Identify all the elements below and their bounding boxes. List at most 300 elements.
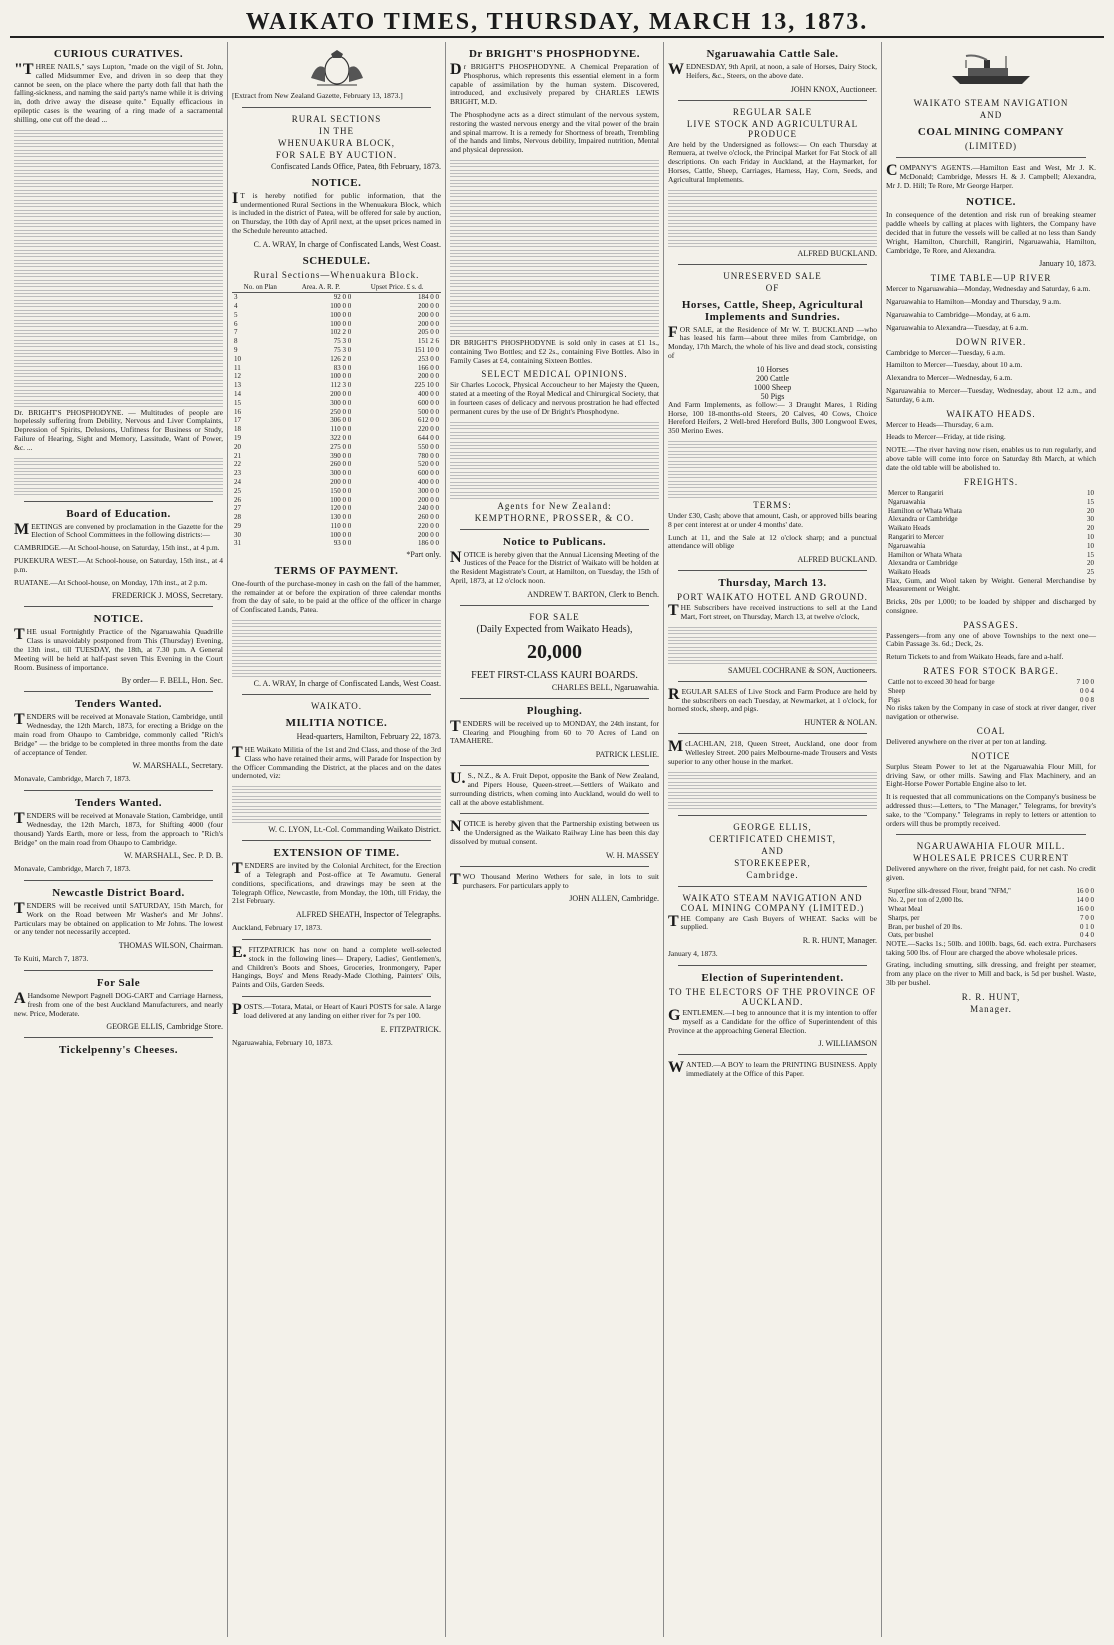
table-cell: 200 0 0 — [418, 319, 439, 328]
table-cell: 200 0 0 — [418, 310, 439, 319]
dateline: Head-quarters, Hamilton, February 22, 1873. — [296, 732, 441, 742]
table-cell: 14 — [234, 389, 241, 398]
divider — [242, 840, 431, 841]
tenders-text: TENDERS will be received at Monavale Station, Cambridge, until Wednesday, the 12th March, 1873, for erecting a Bridge on the main road from Ohaupo to Cambridge, commonly called "Rich's Bridge" — the bridge to be completed in three months from the date of acceptance of Tender. — [14, 711, 223, 757]
table-cell: 300 0 0 — [418, 486, 439, 495]
sale-heading-sub: FOR SALE BY AUCTION. — [275, 149, 398, 160]
schedule-heading: SCHEDULE. — [302, 254, 371, 267]
table-cell: 112 3 0 — [330, 381, 352, 390]
freights-table — [886, 489, 1096, 577]
mill-heading: NGARUAWAHIA FLOUR MILL. — [916, 841, 1066, 852]
text-continuation — [450, 491, 659, 499]
table-cell: Ngaruawahia — [888, 497, 926, 506]
schedule-row — [232, 337, 441, 346]
column-5 — [882, 42, 1100, 1637]
text-continuation — [14, 359, 223, 367]
text-continuation — [14, 299, 223, 307]
cattle-heading: Ngaruawahia Cattle Sale. — [706, 48, 839, 60]
table-cell: 10 — [1087, 488, 1094, 497]
tenders-heading: Tenders Wanted. — [75, 797, 162, 810]
divider — [460, 605, 649, 606]
divider — [460, 866, 649, 867]
steam-heading: WAIKATO STEAM NAVIGATION AND COAL MINING COMPANY (LIMITED.) — [680, 892, 865, 913]
text-continuation — [450, 229, 659, 237]
schedule-row — [232, 319, 441, 328]
text-continuation — [232, 659, 441, 667]
return-text: Return Tickets to and from Waikato Heads, fare and a-half. — [886, 652, 1064, 662]
unreserved-of: OF — [765, 282, 780, 293]
table-cell: 18 — [234, 425, 241, 434]
table-cell: 8 — [234, 337, 238, 346]
dateline: January 4, 1873. — [668, 949, 718, 959]
column-2 — [228, 42, 446, 1637]
sales-text: REGULAR SALES of Live Stock and Farm Produce are held by the subscribers on each Tuesday, at Newmarket, at 1 o'clock, for horned stock, sheep, and pigs. — [668, 685, 877, 714]
table-cell: 16 — [234, 407, 241, 416]
divider — [678, 1054, 867, 1055]
table-cell: 9 — [234, 345, 238, 354]
schedule-row — [232, 478, 441, 487]
column-4 — [664, 42, 882, 1637]
sale-heading-sub: WHENUAKURA BLOCK, — [278, 137, 395, 148]
text-continuation — [450, 309, 659, 317]
schedule-row — [232, 425, 441, 434]
regular-subheading: LIVE STOCK AND AGRICULTURAL PRODUCE — [686, 118, 859, 139]
sale-heading: RURAL SECTIONS — [291, 113, 382, 124]
text-continuation — [668, 219, 877, 227]
text-continuation — [14, 229, 223, 237]
dateline: January 10, 1873. — [1039, 259, 1096, 269]
divider — [460, 529, 649, 530]
table-cell: 7 0 0 — [1080, 913, 1094, 922]
table-cell: 14 0 0 — [1076, 896, 1094, 905]
table-cell: Sharps, per — [888, 913, 920, 922]
text-continuation — [668, 480, 877, 488]
table-cell: Oats, per bushel — [888, 931, 934, 940]
table-cell: Pigs — [888, 696, 901, 705]
table-cell: No. 2, per ton of 2,000 lbs. — [888, 896, 964, 905]
bricks-text: Bricks, 20s per 1,000; to be loaded by shipper and discharged by consignee. — [886, 597, 1096, 615]
schedule-row — [232, 530, 441, 539]
horses-heading: Horses, Cattle, Sheep, Agricultural Implements and Sundries. — [681, 298, 864, 323]
livestock-item: 200 Cattle — [755, 373, 790, 383]
divider — [24, 501, 213, 502]
schedule-row — [232, 346, 441, 355]
signature: ALFRED BUCKLAND. — [797, 248, 877, 258]
divider — [678, 815, 867, 816]
table-cell: Wheat Meal — [888, 905, 923, 914]
table-cell: 110 0 0 — [330, 425, 352, 434]
table-cell: 20 — [1087, 559, 1094, 568]
price-row — [886, 913, 1096, 922]
schedule-table — [232, 282, 441, 548]
schedule-subheading: Rural Sections—Whenuakura Block. — [253, 269, 420, 280]
table-cell: 166 0 0 — [418, 363, 439, 372]
table-cell: 22 — [234, 460, 241, 469]
timetable-item: Ngaruawahia to Alexandra—Tuesday, at 6 a.m. — [886, 322, 1029, 332]
regular-heading: REGULAR SALE — [732, 106, 813, 117]
signature: R. R. HUNT, — [961, 991, 1021, 1002]
table-cell: Waikato Heads — [888, 568, 931, 577]
schedule-row — [232, 434, 441, 443]
mclachlan-text: McLACHLAN, 218, Queen Street, Auckland, one door from Wellesley Street. 200 pairs Melbourne-made Trousers and Vests superior to any other house in the market. — [668, 738, 877, 766]
text-continuation — [14, 199, 223, 207]
text-continuation — [232, 629, 441, 637]
table-cell: 300 0 0 — [330, 469, 352, 478]
price-row — [886, 887, 1096, 896]
table-cell: 21 — [234, 451, 241, 460]
table-cell: 200 0 0 — [330, 389, 352, 398]
table-cell: 17 — [234, 416, 241, 425]
table-cell: 83 0 0 — [333, 363, 352, 372]
horses-text: FOR SALE, at the Residence of Mr W. T. BUCKLAND —who has leased his farm—about three miles from Cambridge, on Monday, 17th March, the whole of his live and dead stock, consisting of — [668, 323, 877, 360]
bags-note: NOTE.—Sacks 1s.; 50lb. and 100lb. bags, 6d. each extra. Purchasers taking 500 lbs. of Flour are charged the above wholesale prices. — [886, 938, 1096, 957]
dateline: Auckland, February 17, 1873. — [232, 923, 322, 933]
text-continuation — [668, 490, 877, 498]
extension-text: TENDERS are invited by the Colonial Architect, for the Erection of a Telegraph and Post-office at Te Awamutu. General conditions, specifications, and drawings may be seen at the Telegraph Office, Newcastle, from Monday, the 10th, till Friday, the 21st February. — [232, 860, 441, 906]
footnote: *Part only. — [406, 549, 441, 559]
table-cell: 600 0 0 — [418, 469, 439, 478]
table-cell: 11 — [234, 363, 241, 372]
table-cell: 0 4 0 — [1080, 931, 1094, 940]
column-1 — [10, 42, 228, 1637]
divider — [24, 691, 213, 692]
table-cell: 28 — [234, 513, 241, 522]
table-cell: Superfine silk-dressed Flour, brand "NFM," — [888, 887, 1011, 896]
schedule-row — [232, 292, 441, 301]
schedule-row — [232, 310, 441, 319]
text-continuation — [450, 239, 659, 247]
table-cell: 10 — [1087, 541, 1094, 550]
table-cell: Hamilton or Whata Whata — [888, 550, 962, 559]
schedule-row — [232, 442, 441, 451]
freight-row — [886, 559, 1096, 568]
flax-text: Flax, Gum, and Wool taken by Weight. General Merchandise by Measurement or Weight. — [886, 575, 1096, 594]
divider — [678, 264, 867, 265]
board-item: CAMBRIDGE.—At School-house, on Saturday, 15th inst., at 4 p.m. — [14, 543, 220, 553]
text-continuation — [450, 329, 659, 337]
divider — [24, 606, 213, 607]
table-cell: 780 0 0 — [418, 451, 439, 460]
table-cell: 15 — [234, 398, 241, 407]
down-river-heading: DOWN RIVER. — [955, 336, 1027, 347]
agents-label: Agents for New Zealand: — [497, 500, 612, 511]
table-cell: 7 10 0 — [1076, 678, 1094, 687]
signature: SAMUEL COCHRANE & SON, Auctioneers. — [727, 665, 877, 675]
ellis-line: CERTIFICATED CHEMIST, — [709, 833, 836, 844]
advert-text: Dr. BRIGHT'S PHOSPHODYNE. — Multitudes of people are hopelessly suffering from Debility, Nervous and Liver Complaints, Depression of Spirits, Delusions, Unfitness for Business or Study, Failure of Hearing, Sight and Memory, Lassitude, Want of Power, &c. ... — [14, 407, 223, 452]
article-heading: CURIOUS CURATIVES. — [53, 48, 184, 60]
office-dateline: Confiscated Lands Office, Patea, 8th February, 1873. — [271, 161, 441, 171]
text-continuation — [450, 289, 659, 297]
table-cell: 150 0 0 — [330, 486, 352, 495]
text-continuation — [450, 219, 659, 227]
text-continuation — [668, 229, 877, 237]
posts-text: POSTS.—Totara, Matai, or Heart of Kauri POSTS for sale. A large load delivered at any landing on either river for 7s per 100. — [232, 1001, 441, 1020]
schedule-row — [232, 486, 441, 495]
table-cell: 151 10 0 — [414, 345, 439, 354]
text-continuation — [14, 239, 223, 247]
text-continuation — [668, 626, 877, 634]
forsale-quantity: 20,000 — [527, 640, 582, 663]
text-continuation — [450, 259, 659, 267]
table-cell: 120 0 0 — [330, 504, 352, 513]
schedule-row — [232, 302, 441, 311]
timetable-item: Ngaruawahia to Mercer—Tuesday, Wednesday, about 12 a.m., and Saturday, 6 a.m. — [886, 385, 1096, 404]
agents-text: COMPANY'S AGENTS.—Hamilton East and West, Mr J. K. McDonald; Cambridge, Messrs H. & J. Campbell; Alexandra, Mr J. D. Hill; Te Rore, Mr George Harper. — [886, 162, 1096, 190]
militia-heading: MILITIA NOTICE. — [285, 717, 388, 730]
signature-title: Manager. — [970, 1003, 1012, 1014]
table-cell: 15 — [1087, 550, 1094, 559]
table-cell: 400 0 0 — [418, 389, 439, 398]
table-cell: Bran, per bushel of 20 lbs. — [888, 922, 963, 931]
table-cell: 100 0 0 — [330, 301, 352, 310]
schedule-row — [232, 495, 441, 504]
freight-row — [886, 506, 1096, 515]
table-cell: 600 0 0 — [418, 398, 439, 407]
unreserved-label: UNRESERVED SALE — [723, 270, 822, 281]
timetable-item: Ngaruawahia to Hamilton—Monday and Thursday, 9 a.m. — [886, 297, 1061, 307]
schedule-row — [232, 390, 441, 399]
table-cell: 205 0 0 — [418, 328, 439, 337]
signature: W. C. LYON, Lt.-Col. Commanding Waikato District. — [268, 825, 441, 835]
table-cell: 390 0 0 — [330, 451, 352, 460]
text-continuation — [450, 431, 659, 439]
table-cell: 300 0 0 — [330, 398, 352, 407]
text-continuation — [232, 639, 441, 647]
grating-text: Grating, including smutting, silk dressing, and freight per steamer, from any place on the river to Mill and back, is 5d per bushel. Waste, 3lb per bushel. — [886, 960, 1096, 987]
publicans-text: NOTICE is hereby given that the Annual Licensing Meeting of the Justices of the Peace for the District of Waikato will be holden at the Resident Magistrate's Court, at Hamilton, on Tuesday, the 15th of April, 1873, at 12 o'clock noon. — [450, 548, 659, 585]
timetable-item: Mercer to Ngaruawahia—Monday, Wednesday and Saturday, 6 a.m. — [886, 284, 1091, 294]
text-continuation — [14, 269, 223, 277]
signature: CHARLES BELL, Ngaruawahia. — [551, 682, 659, 692]
freight-row — [886, 550, 1096, 559]
divider — [460, 698, 649, 699]
freight-row — [886, 515, 1096, 524]
text-continuation — [668, 470, 877, 478]
table-cell: 644 0 0 — [418, 433, 439, 442]
table-cell: 6 — [234, 319, 238, 328]
advert-text: The Phosphodyne acts as a direct stimulant of the nervous system, restoring the wasted nervous energy and the vital power of the brain and spinal marrow. It is a remedy for Shortness of breath, Trembling of the hands and limbs, Nervous debility, Impaired nutrition, Mental and physical depression. — [450, 109, 659, 155]
timetable-item: Mercer to Heads—Thursday, 6 a.m. — [886, 419, 994, 429]
signature: R. R. HUNT, Manager. — [802, 936, 877, 946]
heads-note: NOTE.—The river having now risen, enables us to run regularly, and above table will come into force on Saturday 8th March, at which date the old table will be abolished to. — [886, 445, 1096, 472]
text-continuation — [450, 279, 659, 287]
opinions-heading: SELECT MEDICAL OPINIONS. — [481, 369, 628, 380]
ellis-store: STOREKEEPER, — [734, 857, 811, 868]
board-heading: Board of Education. — [66, 507, 171, 520]
text-continuation — [14, 339, 223, 347]
text-continuation — [232, 785, 441, 793]
notice-text: IT is hereby notified for public information, that the undermentioned Rural Sections in the Whenuakura Block, which is included in the district of Patea, will be offered for sale by auction, on Thursday, the 10th day of April next, at the upset prices named in the Schedule hereunto attached. — [232, 189, 441, 235]
table-cell: 100 0 0 — [330, 319, 352, 328]
table-cell: 0 1 0 — [1080, 922, 1094, 931]
dateline: Te Kuiti, March 7, 1873. — [14, 954, 89, 964]
text-continuation — [232, 619, 441, 627]
notice-heading: NOTICE. — [966, 196, 1016, 209]
text-continuation — [668, 771, 877, 779]
text-continuation — [14, 329, 223, 337]
table-cell: Hamilton or Whata Whata — [888, 506, 962, 515]
text-continuation — [14, 457, 223, 465]
extension-heading: EXTENSION OF TIME. — [273, 847, 400, 860]
table-cell: 275 0 0 — [330, 442, 352, 451]
livestock-item: 50 Pigs — [760, 391, 785, 401]
signature: C. A. WRAY, In charge of Confiscated Lands, West Coast. — [253, 679, 441, 689]
schedule-row — [232, 354, 441, 363]
dateline: Monavale, Cambridge, March 7, 1873. — [14, 774, 131, 784]
table-cell: 186 0 0 — [418, 539, 439, 548]
column-3 — [446, 42, 664, 1637]
divider — [678, 965, 867, 966]
cheese-heading: Tickelpenny's Cheeses. — [59, 1044, 178, 1057]
timetable-heading: TIME TABLE—UP RIVER — [930, 273, 1052, 284]
signature: JOHN ALLEN, Cambridge. — [569, 894, 659, 904]
text-continuation — [450, 159, 659, 167]
table-cell: 253 0 0 — [418, 354, 439, 363]
table-cell: 20 — [234, 442, 241, 451]
text-continuation — [14, 259, 223, 267]
text-continuation — [14, 349, 223, 357]
risks-text: No risks taken by the Company in case of stock at river danger, river navigation or otherwise. — [886, 703, 1096, 722]
column-header: No. on Plan — [232, 282, 289, 293]
text-continuation — [14, 149, 223, 157]
election-heading: Election of Superintendent. — [701, 971, 844, 984]
table-cell: 225 10 0 — [414, 381, 439, 390]
price-row — [886, 905, 1096, 914]
table-cell: 13 — [234, 381, 241, 390]
table-cell: 75 3 0 — [333, 345, 352, 354]
table-cell: 240 0 0 — [418, 504, 439, 513]
table-cell: 200 0 0 — [418, 301, 439, 310]
regular-text: Are held by the Undersigned as follows:— On each Thursday at Remuera, at twelve o'clock, the Principal Market for Fat Stock of all descriptions. On each Friday in Auckland, at the Haymarket, for Horses, Cattle, Sheep, Carriages, Harness, Hay, Corn, Seeds, and Agricultural Implements. — [668, 139, 877, 184]
board-item: PUKEKURA WEST.—At School-house, on Saturday, 15th inst., at 4 p.m. — [14, 555, 223, 574]
schedule-row — [232, 381, 441, 390]
terms-label: TERMS: — [753, 499, 792, 510]
forsale-subheading: (Daily Expected from Waikato Heads), — [476, 623, 633, 635]
text-continuation — [14, 209, 223, 217]
text-continuation — [14, 279, 223, 287]
table-cell: Alexandra or Cambridge — [888, 515, 958, 524]
steamship-icon — [946, 52, 1036, 88]
signature: ALFRED SHEATH, Inspector of Telegraphs. — [295, 910, 441, 920]
forsale-heading: For Sale — [96, 977, 141, 990]
text-continuation — [450, 471, 659, 479]
table-cell: 184 0 0 — [418, 293, 439, 302]
wethers-text: TWO Thousand Merino Wethers for sale, in lots to suit purchasers. For particulars apply to — [450, 870, 659, 890]
signature: FREDERICK J. MOSS, Secretary. — [111, 591, 223, 601]
freight-row — [886, 524, 1096, 533]
text-continuation — [14, 379, 223, 387]
text-continuation — [450, 269, 659, 277]
coal-heading: COAL — [976, 726, 1006, 737]
port-heading: PORT WAIKATO HOTEL AND GROUND. — [677, 592, 868, 603]
text-continuation — [14, 189, 223, 197]
table-cell: 25 — [234, 486, 241, 495]
table-cell: Mercer to Rangariri — [888, 488, 944, 497]
divider — [242, 996, 431, 997]
board-text: MEETINGS are convened by proclamation in the Gazette for the Election of School Committees in the following districts:— — [14, 520, 223, 540]
newcastle-text: TENDERS will be received until SATURDAY, 15th March, for Work on the Road between Mr Washer's and Mr Johns'. Particulars may be obtained on application to Mr Johns. The lowest or any tender not necessarily accepted. — [14, 900, 223, 937]
text-continuation — [14, 139, 223, 147]
divider — [242, 694, 431, 695]
table-cell: 20 — [1087, 524, 1094, 533]
rates-table — [886, 678, 1096, 704]
text-continuation — [14, 487, 223, 495]
divider — [460, 765, 649, 766]
text-continuation — [14, 467, 223, 475]
tenders-heading: Tenders Wanted. — [75, 698, 162, 711]
passages-heading: PASSAGES. — [963, 619, 1019, 630]
schedule-row — [232, 469, 441, 478]
article-text: "THREE NAILS," says Lupton, "made on the vigil of St. John, called Midsummer Eve, and driven in so deep that they cannot be seen, on the place where the party doth fall that hath the falling-sickness, and naming the said party's name while it is driving in, doth drive away the disease quite." Equally efficacious in epileptic cases is the wearing of a ring made of a sacramental shilling, one cut off the dead ... — [14, 61, 223, 124]
advert-text: Sir Charles Locock, Physical Accoucheur to her Majesty the Queen, stated at a meeting of the Royal Medical and Chirurgical Society, that in fourteen cases of delicacy and nervous prostration he had effected permanent cures by the use of Dr Bright's Phosphodyne. — [450, 380, 659, 416]
schedule-row — [232, 398, 441, 407]
text-continuation — [14, 169, 223, 177]
text-continuation — [668, 460, 877, 468]
signature: ANDREW T. BARTON, Clerk to Bench. — [527, 589, 659, 599]
livestock-item: 10 Horses — [756, 364, 789, 374]
table-cell: Sheep — [888, 687, 906, 696]
schedule-row — [232, 372, 441, 381]
election-text: GENTLEMEN.—I beg to announce that it is my intention to offer myself as a Candidate for the office of Superintendent of this Province at the approaching General Election. — [668, 1006, 877, 1035]
schedule-row — [232, 539, 441, 548]
signature: W. MARSHALL, Sec. P. D. B. — [123, 851, 223, 861]
schedule-row — [232, 522, 441, 531]
divider — [678, 100, 867, 101]
cattle-text: WEDNESDAY, 9th April, at noon, a sale of Horses, Dairy Stock, Heifers, &c., Steers, on the above date. — [668, 61, 877, 80]
table-cell: 550 0 0 — [418, 442, 439, 451]
notice-text: It is requested that all communications on the Company's business be addressed thus:—Letters, to "The Manager," Telegrams, for brevity's sake, to the "Company." Telegrams in reply to letters or attention to orders will thus be promptly received. — [886, 792, 1096, 828]
freight-row — [886, 533, 1096, 542]
signature: By order— F. BELL, Hon. Sec. — [121, 676, 223, 686]
passages-text: Passengers—from any one of above Townships to the next one—Cabin Passage 3s. 6d.; Deck, 2s. — [886, 630, 1096, 649]
schedule-row — [232, 513, 441, 522]
table-cell: 10 — [1087, 532, 1094, 541]
gazette-extract: [Extract from New Zealand Gazette, February 13, 1873.] — [232, 91, 403, 100]
table-cell: 500 0 0 — [418, 407, 439, 416]
company-and: AND — [979, 110, 1003, 120]
text-continuation — [14, 219, 223, 227]
table-cell: 16 0 0 — [1076, 887, 1094, 896]
text-continuation — [668, 646, 877, 654]
fruit-text: U.S., N.Z., & A. Fruit Depot, opposite the Bank of New Zealand, and Pipers House, Queen-street.—Settlers of Waikato and surrounding districts, when coming into Auckland, would do well to call at the above establishment. — [450, 770, 659, 807]
signature: J. WILLIAMSON — [818, 1039, 877, 1049]
wholesale-table — [886, 887, 1096, 940]
text-continuation — [232, 795, 441, 803]
text-continuation — [14, 289, 223, 297]
text-continuation — [232, 815, 441, 823]
ellis-and: AND — [761, 845, 784, 856]
table-cell: 3 — [234, 293, 238, 302]
table-cell: 93 0 0 — [333, 539, 352, 548]
text-continuation — [668, 636, 877, 644]
freight-row — [886, 489, 1096, 498]
fitzpatrick-text: E.FITZPATRICK has now on hand a complete well-selected stock in the following lines— Drapery, Ladies', Gentlemen's, and Children's Boots and Shoes, Groceries, Ironmongery, Paper Hangings, Boys' and Mens Ready-Made Clothing, Painters' Oils, Paints and Oils, Garden Seeds. — [232, 944, 441, 990]
price-row — [886, 896, 1096, 905]
sale-heading-sub: IN THE — [318, 125, 355, 136]
table-cell: 92 0 0 — [333, 293, 352, 302]
table-cell: 15 — [1087, 497, 1094, 506]
text-continuation — [668, 781, 877, 789]
board-item: RUATANE.—At School-house, on Monday, 17th inst., at 2 p.m. — [14, 577, 208, 587]
rate-row — [886, 678, 1096, 687]
terms-heading: TERMS OF PAYMENT. — [274, 564, 399, 577]
table-cell: 400 0 0 — [418, 477, 439, 486]
tenders-text: TENDERS will be received at Monavale Station, Cambridge, until Wednesday, the 12th March, 1873, for Shifting 4000 (four thousand) Yards Earth, more or less, from the approach to "Rich's Bridge" on the main road from Ohaupo to Cambridge. — [14, 810, 223, 847]
signature: PATRICK LESLIE. — [595, 750, 659, 760]
table-cell: 250 0 0 — [330, 407, 352, 416]
text-continuation — [450, 209, 659, 217]
